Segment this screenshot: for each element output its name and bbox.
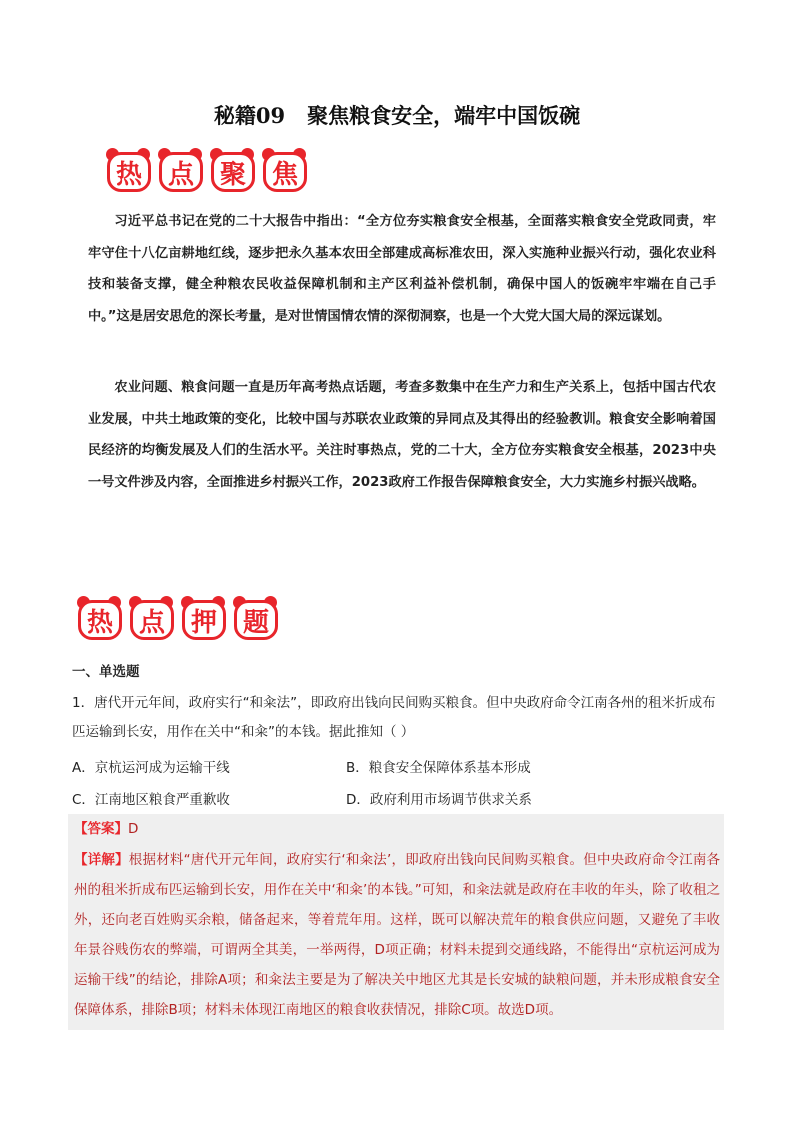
title-prefix: 秘籍09 [213,103,286,128]
answer-tag: 【答案】 [74,821,128,837]
banner-badge [180,596,226,638]
answer-line [74,816,138,843]
banner-char: 热 [78,600,122,640]
question-stem: 1．唐代开元年间，政府实行“和籴法”，即政府出钱向民间购买粮食。但中央政府命令江南各州的租米折成布匹运输到长安，用作在关中“和籴”的本钱。据此推知（ ） [72,695,716,740]
option-a: A．京杭运河成为运输干线 [72,760,230,776]
intro-paragraph-1: 习近平总书记在党的二十大报告中指出：“全方位夯实粮食安全根基，全面落实粮食安全党政同责，牢牢守住十八亿亩耕地红线，逐步把永久基本农田全部建成高标准农田，深入实施种业振兴行动，强化农业科技和装备支撑，健全种粮农民收益保障机制和主产区利益补偿机制，确保中国人的饭碗牢牢端在自己手中。”这是居安思危的深长考量，是对世情国情农情的深彻洞察，也是一个大党大国大局的深远谋划。 [88,214,716,324]
banner-badge [128,596,174,638]
hot-focus-banner [105,148,307,190]
banner-badge [232,596,278,638]
section-heading: 一、单选题 [72,664,140,680]
hot-questions-banner [76,596,278,638]
banner-char: 焦 [263,152,307,192]
banner-char: 点 [159,152,203,192]
banner-char: 点 [130,600,174,640]
banner-badge [76,596,122,638]
option-b: B．粮食安全保障体系基本形成 [346,760,531,776]
banner-badge [209,148,255,190]
intro-paragraph-2: 农业问题、粮食问题一直是历年高考热点话题，考查多数集中在生产力和生产关系上，包括中国古代农业发展，中共土地政策的变化，比较中国与苏联农业政策的异同点及其得出的经验教训。粮食安全影响着国民经济的均衡发展及人们的生活水平。关注时事热点，党的二十大，全方位夯实粮食安全根基，2023中央一号文件涉及内容，全面推进乡村振兴工作，2023政府工作报告保障粮食安全，大力实施乡村振兴战略。 [88,380,716,490]
banner-char: 题 [234,600,278,640]
option-d: D．政府利用市场调节供求关系 [346,792,532,808]
option-c: C．江南地区粮食严重歉收 [72,792,230,808]
title-main: 聚焦粮食安全，端牢中国饭碗 [307,103,581,128]
explanation [74,845,720,1025]
explanation-text: 根据材料“唐代开元年间，政府实行‘和籴法’，即政府出钱向民间购买粮食。但中央政府命令江南各州的租米折成布匹运输到长安，用作在关中‘和籴’的本钱。”可知，和籴法就是政府在丰收的年头，除了收租之外，还向老百姓购买余粮，储备起来，等着荒年用。这样，既可以解决荒年的粮食供应问题，又避免了丰收年景谷贱伤农的弊端，可谓两全其美，一举两得，D项正确；材料未提到交通线路，不能得出“京杭运河成为运输干线”的结论，排除A项；和籴法主要是为了解决关中地区尤其是长安城的缺粮问题，并未形成粮食安全保障体系，排除B项；材料未体现江南地区的粮食收获情况，排除C项。故选D项。 [74,852,721,1018]
banner-char: 聚 [211,152,255,192]
explanation-tag: 【详解】 [74,852,129,868]
banner-char: 押 [182,600,226,640]
banner-char: 热 [107,152,151,192]
answer-value: D [128,821,139,837]
banner-badge [105,148,151,190]
banner-badge [261,148,307,190]
banner-badge [157,148,203,190]
page-title [0,100,794,130]
